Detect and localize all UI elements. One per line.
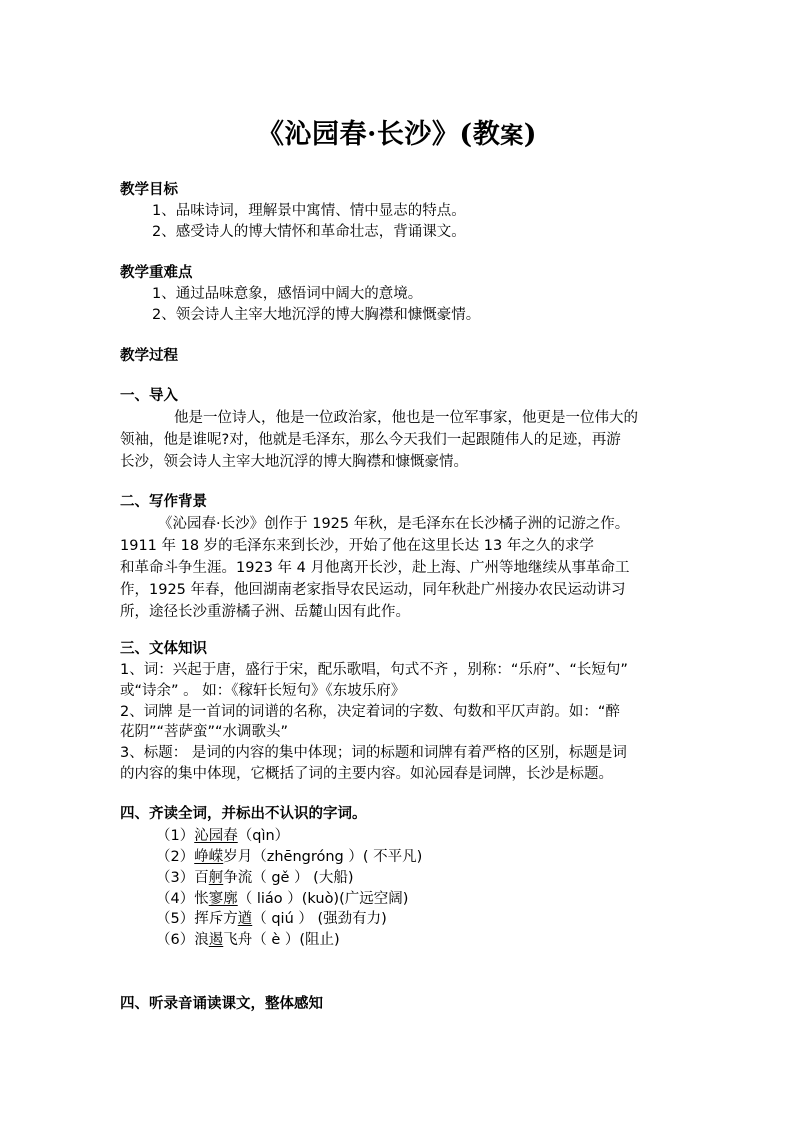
vocab-item: （6）浪遏飞舟（ è ）(阻止) <box>156 932 340 948</box>
vocab-item: （2）峥嵘岁月（zhēngróng ）( 不平凡) <box>156 849 423 865</box>
background-line: 《沁园春·长沙》创作于 1925 年秋，是毛泽东在长沙橘子洲的记游之作。 <box>158 516 630 532</box>
intro-line: 长沙，领会诗人主宰大地沉浮的博大胸襟和慷慨豪情。 <box>120 454 468 470</box>
background-line: 作，1925 年春，他回湖南老家指导农民运动，同年秋赴广州接办农民运动讲习 <box>120 582 626 598</box>
vocab-item: （1）沁园春（qìn） <box>156 828 290 844</box>
genre-line: 2、词牌 是一首词的词谱的名称，决定着词的字数、句数和平仄声韵。如：“醉 <box>120 704 620 720</box>
background-line: 和革命斗争生涯。1923 年 4 月他离开长沙，赴上海、广州等地继续从事革命工 <box>120 560 630 576</box>
genre-line: 3、标题： 是词的内容的集中体现；词的标题和词牌有着严格的区别，标题是词 <box>120 745 627 761</box>
title-close: ) <box>523 119 537 150</box>
intro-heading: 一、导入 <box>120 388 178 404</box>
background-heading: 二、写作背景 <box>120 494 207 510</box>
page-title <box>0 112 794 151</box>
title-tail: 案 <box>500 122 524 149</box>
reading-heading: 四、齐读全词，并标出不认识的字词。 <box>120 806 367 822</box>
vocab-item: （4）怅寥廓（ liáo ）(kuò)(广远空阔) <box>156 891 409 907</box>
genre-line: 花阴”“菩萨蛮”“水调歌头” <box>120 724 289 740</box>
vocab-item: （3）百舸争流（ gě ） (大船) <box>156 870 354 886</box>
listen-heading: 四、听录音诵读课文，整体感知 <box>120 996 323 1012</box>
genre-heading: 三、文体知识 <box>120 641 207 657</box>
goals-heading: 教学目标 <box>120 182 178 198</box>
process-heading: 教学过程 <box>120 348 178 364</box>
intro-line: 领袖，他是谁呢?对，他就是毛泽东，那么今天我们一起跟随伟人的足迹，再游 <box>120 432 621 448</box>
genre-line: 或“诗余” 。 如：《稼轩长短句》《东坡乐府》 <box>120 683 406 699</box>
background-line: 1911 年 18 岁的毛泽东来到长沙，开始了他在这里长达 13 年之久的求学 <box>120 538 594 554</box>
difficulty-item: 2、领会诗人主宰大地沉浮的博大胸襟和慷慨豪情。 <box>152 307 481 323</box>
genre-line: 1、词：兴起于唐，盛行于宋，配乐歌唱，句式不齐 ，别称：“乐府”、“长短句” <box>120 662 628 678</box>
difficulty-item: 1、通过品味意象，感悟词中阔大的意境。 <box>152 286 423 302</box>
intro-line: 他是一位诗人，他是一位政治家，他也是一位军事家，他更是一位伟大的 <box>174 410 638 426</box>
vocab-item: （5）挥斥方遒（ qiú ） (强劲有力) <box>156 911 387 927</box>
goal-item: 1、品味诗词，理解景中寓情、情中显志的特点。 <box>152 203 466 219</box>
background-line: 所，途径长沙重游橘子洲、岳麓山因有此作。 <box>120 604 410 620</box>
goal-item: 2、感受诗人的博大情怀和革命壮志，背诵课文。 <box>152 224 466 240</box>
title-main: 《沁园春·长沙》(教 <box>257 119 501 150</box>
genre-line: 的内容的集中体现，它概括了词的主要内容。如沁园春是词牌，长沙是标题。 <box>120 766 613 782</box>
difficulties-heading: 教学重难点 <box>120 265 193 281</box>
